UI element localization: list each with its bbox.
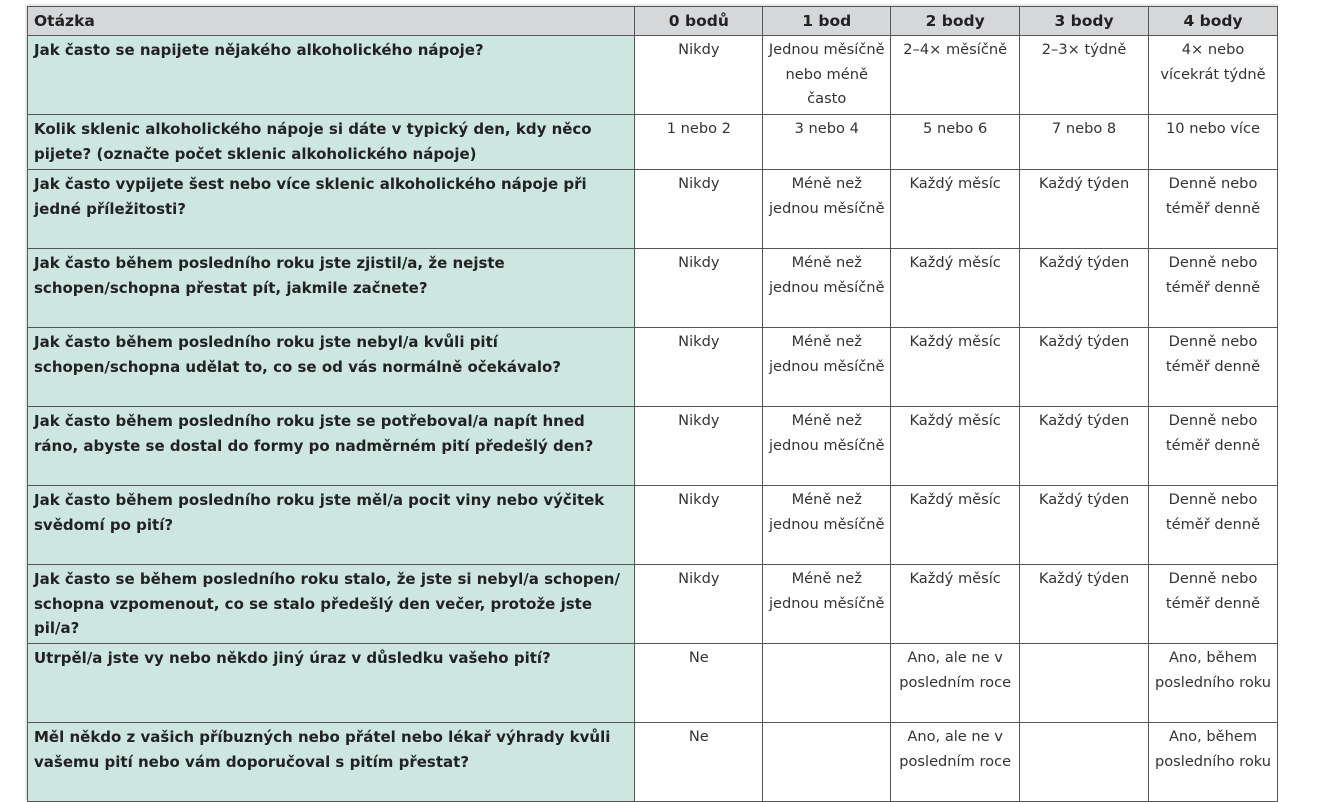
answer-cell-0: Nikdy xyxy=(635,36,763,115)
question-cell: Jak často se napijete nějakého alkoholického nápoje? xyxy=(28,36,635,115)
table-row xyxy=(28,36,1278,115)
question-cell: Měl někdo z vašich příbuzných nebo přátel nebo lékař výhrady kvůli vašemu pití nebo vám doporučoval s pitím přestat? xyxy=(28,723,635,802)
answer-cell-3: Každý týden xyxy=(1020,170,1149,249)
question-cell: Jak často během posledního roku jste měl/a pocit viny nebo výčitek svědomí po pití? xyxy=(28,486,635,565)
answer-cell-4: Denně nebo téměř denně xyxy=(1149,249,1278,328)
answer-cell-2: Každý měsíc xyxy=(891,407,1020,486)
answer-cell-0: Ne xyxy=(635,644,763,723)
answer-cell-4: 10 nebo více xyxy=(1149,115,1278,170)
answer-cell-3: Každý týden xyxy=(1020,328,1149,407)
audit-questionnaire-table xyxy=(27,6,1278,802)
answer-cell-2: Ano, ale ne v posledním roce xyxy=(891,644,1020,723)
table-row xyxy=(28,565,1278,644)
table-row xyxy=(28,486,1278,565)
answer-cell-4: Denně nebo téměř denně xyxy=(1149,486,1278,565)
table-row xyxy=(28,723,1278,802)
answer-cell-2: Každý měsíc xyxy=(891,565,1020,644)
answer-cell-4: Denně nebo téměř denně xyxy=(1149,565,1278,644)
question-cell: Jak často se během posledního roku stalo, že jste si nebyl/a schopen/ schopna vzpomenout, co se stalo předešlý den večer, protože jste pil/a? xyxy=(28,565,635,644)
answer-cell-3: Každý týden xyxy=(1020,565,1149,644)
answer-cell-4: Denně nebo téměř denně xyxy=(1149,407,1278,486)
answer-cell-1: Méně než jednou měsíčně xyxy=(763,407,891,486)
answer-cell-4: Denně nebo téměř denně xyxy=(1149,328,1278,407)
question-cell: Jak často během posledního roku jste se potřeboval/a napít hned ráno, abyste se dostal do formy po nadměrném pití předešlý den? xyxy=(28,407,635,486)
answer-cell-4: Denně nebo téměř denně xyxy=(1149,170,1278,249)
answer-cell-0: Ne xyxy=(635,723,763,802)
answer-cell-4: Ano, během posledního roku xyxy=(1149,644,1278,723)
header-4-points: 4 body xyxy=(1149,7,1278,36)
answer-cell-1: Méně než jednou měsíčně xyxy=(763,486,891,565)
answer-cell-0: Nikdy xyxy=(635,328,763,407)
answer-cell-2: Ano, ale ne v posledním roce xyxy=(891,723,1020,802)
answer-cell-3: Každý týden xyxy=(1020,486,1149,565)
answer-cell-1: Jednou měsíčně nebo méně často xyxy=(763,36,891,115)
question-cell: Utrpěl/a jste vy nebo někdo jiný úraz v důsledku vašeho pití? xyxy=(28,644,635,723)
table-frame xyxy=(25,4,1278,800)
header-1-point: 1 bod xyxy=(763,7,891,36)
answer-cell-2: Každý měsíc xyxy=(891,170,1020,249)
table-row xyxy=(28,407,1278,486)
answer-cell-3: 7 nebo 8 xyxy=(1020,115,1149,170)
answer-cell-3: 2–3× týdně xyxy=(1020,36,1149,115)
answer-cell-2: Každý měsíc xyxy=(891,249,1020,328)
question-cell: Jak často během posledního roku jste nebyl/a kvůli pití schopen/schopna udělat to, co se od vás normálně očekávalo? xyxy=(28,328,635,407)
question-cell: Jak často během posledního roku jste zjistil/a, že nejste schopen/schopna přestat pít, jakmile začnete? xyxy=(28,249,635,328)
answer-cell-0: 1 nebo 2 xyxy=(635,115,763,170)
answer-cell-2: Každý měsíc xyxy=(891,328,1020,407)
table-row xyxy=(28,170,1278,249)
answer-cell-1: Méně než jednou měsíčně xyxy=(763,170,891,249)
answer-cell-1 xyxy=(763,723,891,802)
answer-cell-2: 2–4× měsíčně xyxy=(891,36,1020,115)
question-cell: Kolik sklenic alkoholického nápoje si dáte v typický den, kdy něco pijete? (označte počet sklenic alkoholického nápoje) xyxy=(28,115,635,170)
table-row xyxy=(28,644,1278,723)
answer-cell-0: Nikdy xyxy=(635,170,763,249)
answer-cell-2: 5 nebo 6 xyxy=(891,115,1020,170)
answer-cell-0: Nikdy xyxy=(635,486,763,565)
table-row xyxy=(28,115,1278,170)
header-2-points: 2 body xyxy=(891,7,1020,36)
answer-cell-1: 3 nebo 4 xyxy=(763,115,891,170)
answer-cell-3: Každý týden xyxy=(1020,407,1149,486)
answer-cell-1: Méně než jednou měsíčně xyxy=(763,249,891,328)
answer-cell-3 xyxy=(1020,723,1149,802)
answer-cell-1 xyxy=(763,644,891,723)
header-3-points: 3 body xyxy=(1020,7,1149,36)
answer-cell-0: Nikdy xyxy=(635,407,763,486)
answer-cell-2: Každý měsíc xyxy=(891,486,1020,565)
answer-cell-1: Méně než jednou měsíčně xyxy=(763,565,891,644)
table-row xyxy=(28,328,1278,407)
answer-cell-0: Nikdy xyxy=(635,249,763,328)
table-row xyxy=(28,249,1278,328)
header-question: Otázka xyxy=(28,7,635,36)
answer-cell-4: Ano, během posledního roku xyxy=(1149,723,1278,802)
answer-cell-0: Nikdy xyxy=(635,565,763,644)
header-0-points: 0 bodů xyxy=(635,7,763,36)
answer-cell-3 xyxy=(1020,644,1149,723)
question-cell: Jak často vypijete šest nebo více sklenic alkoholického nápoje při jedné příležitosti? xyxy=(28,170,635,249)
header-row xyxy=(28,7,1278,36)
answer-cell-1: Méně než jednou měsíčně xyxy=(763,328,891,407)
answer-cell-4: 4× nebo vícekrát týdně xyxy=(1149,36,1278,115)
answer-cell-3: Každý týden xyxy=(1020,249,1149,328)
